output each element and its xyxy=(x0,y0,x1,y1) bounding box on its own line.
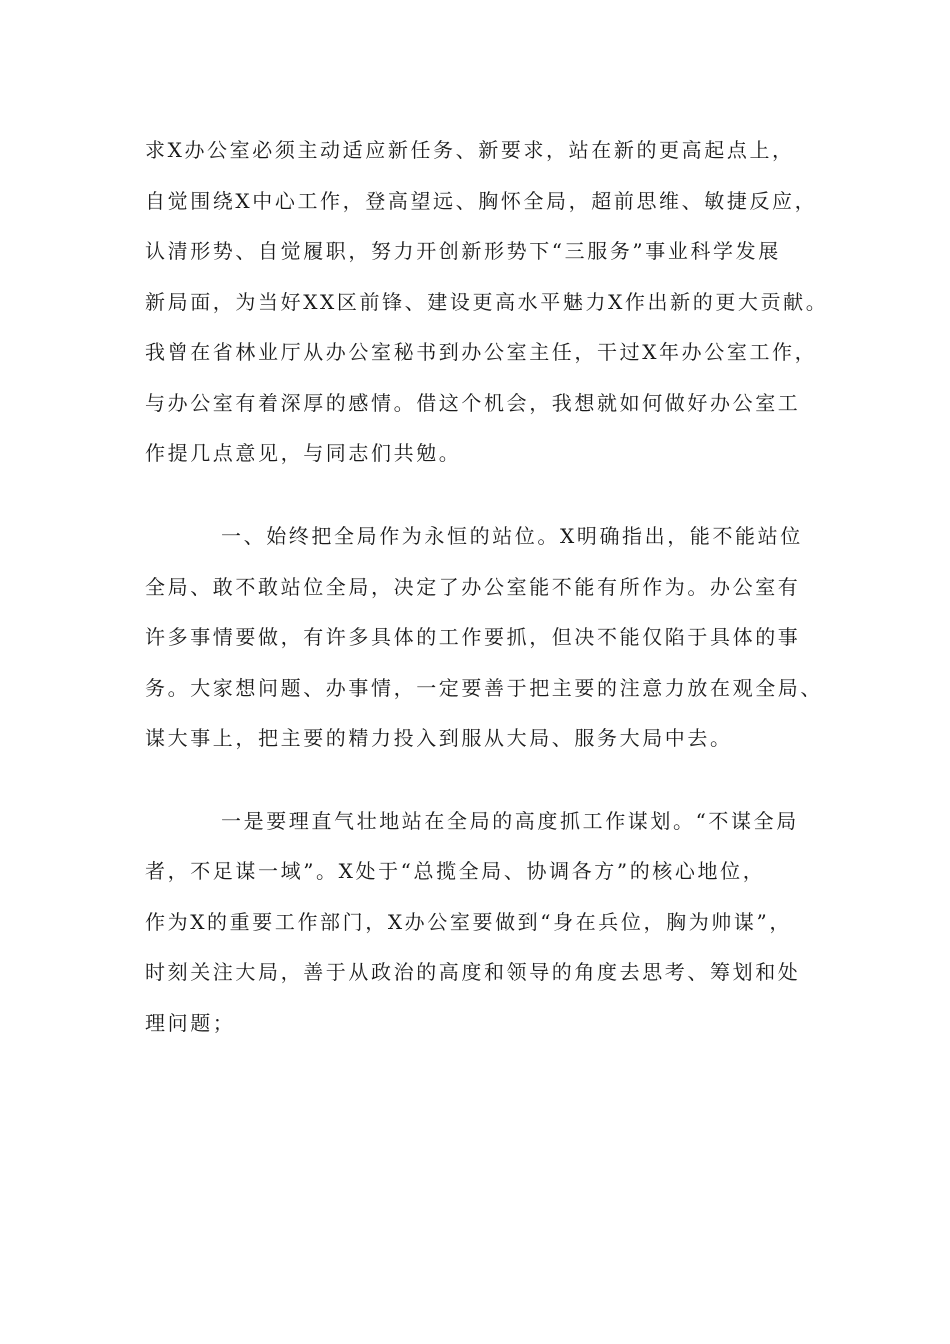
paragraph-2-line-2: 全局、敢不敢站位全局，决定了办公室能不能有所作为。办公室有 xyxy=(145,575,801,599)
paragraph-1-line-7: 作提几点意见，与同志们共勉。 xyxy=(145,441,462,465)
paragraph-2-line-3: 许多事情要做，有许多具体的工作要抓，但决不能仅陷于具体的事 xyxy=(145,625,801,649)
paragraph-3-line-4: 时刻关注大局，善于从政治的高度和领导的角度去思考、筹划和处 xyxy=(145,960,801,984)
paragraph-2-line-1: 一、始终把全局作为永恒的站位。X明确指出，能不能站位 xyxy=(221,524,803,548)
paragraph-2-line-5: 谋大事上，把主要的精力投入到服从大局、服务大局中去。 xyxy=(145,726,733,750)
paragraph-2-line-4: 务。大家想问题、办事情，一定要善于把主要的注意力放在观全局、 xyxy=(145,676,823,700)
paragraph-1-line-4: 新局面，为当好XX区前锋、建设更高水平魅力X作出新的更大贡献。 xyxy=(145,290,829,314)
paragraph-3-line-5: 理问题； xyxy=(145,1011,236,1035)
paragraph-1-line-1: 求X办公室必须主动适应新任务、新要求，站在新的更高起点上， xyxy=(145,138,795,162)
paragraph-1-line-6: 与办公室有着深厚的感情。借这个机会，我想就如何做好办公室工 xyxy=(145,391,801,415)
paragraph-1-line-2: 自觉围绕X中心工作，登高望远、胸怀全局，超前思维、敏捷反应， xyxy=(145,189,818,213)
paragraph-3-line-1: 一是要理直气壮地站在全局的高度抓工作谋划。“不谋全局 xyxy=(221,809,799,833)
paragraph-3-line-3: 作为X的重要工作部门，X办公室要做到“身在兵位，胸为帅谋”， xyxy=(145,910,792,934)
paragraph-3-line-2: 者，不足谋一域”。X处于“总揽全局、协调各方”的核心地位， xyxy=(145,859,766,883)
paragraph-1-line-5: 我曾在省林业厅从办公室秘书到办公室主任，干过X年办公室工作， xyxy=(145,340,818,364)
paragraph-1-line-3: 认清形势、自觉履职，努力开创新形势下“三服务”事业科学发展 xyxy=(145,239,781,263)
